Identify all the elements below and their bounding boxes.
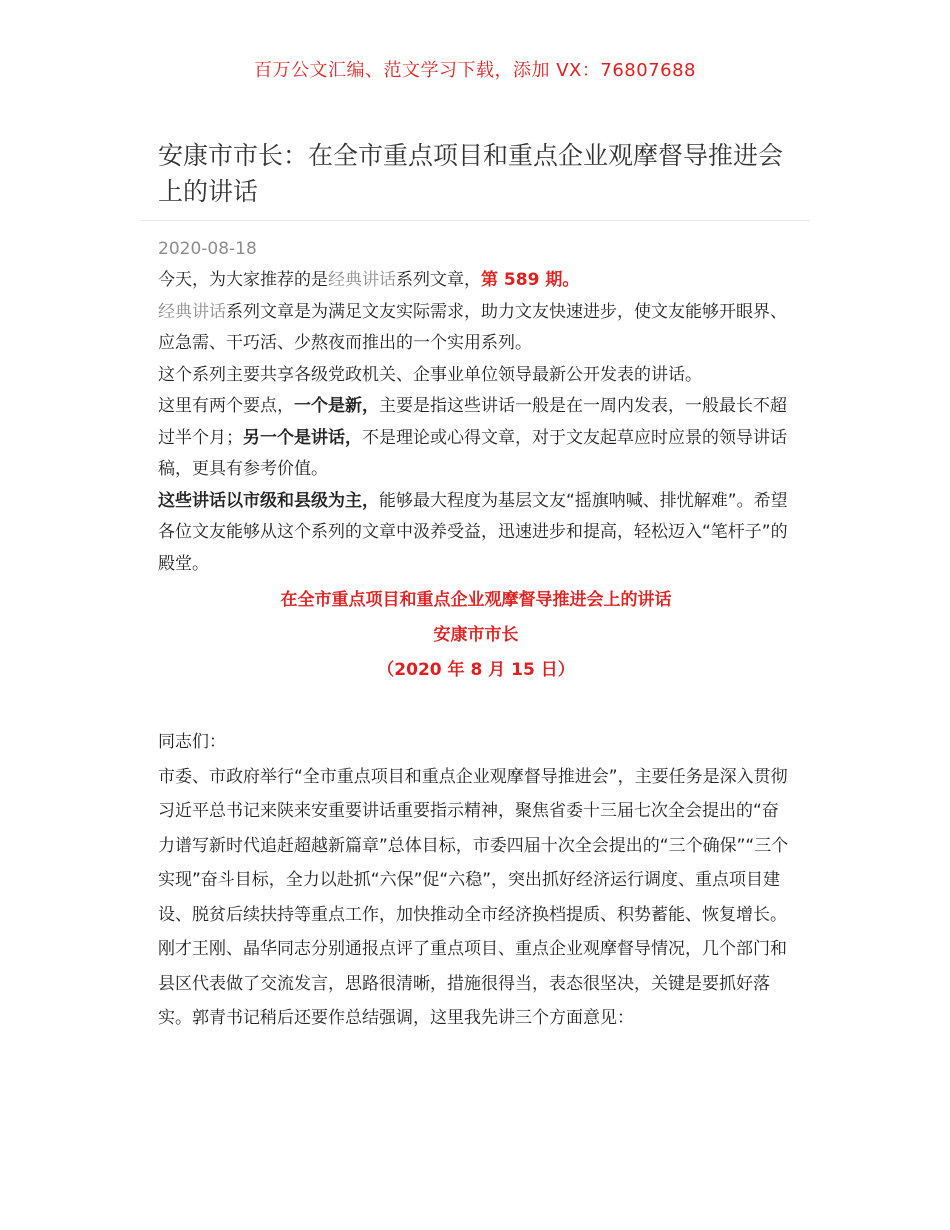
article-title: 安康市市长：在全市重点项目和重点企业观摩督导推进会上的讲话 [158, 141, 784, 206]
intro-paragraph-1 [158, 265, 794, 297]
intro-paragraph-2 [158, 297, 794, 360]
intro-paragraph-4 [158, 391, 794, 486]
intro-paragraph-3: 这个系列主要共享各级党政机关、企事业单位领导最新公开发表的讲话。 [158, 364, 702, 385]
intro-p2-series: 经典讲话 [158, 301, 226, 322]
intro-paragraph-5 [158, 486, 794, 581]
speech-salutation: 同志们： [158, 732, 226, 752]
intro-p5-bold: 这些讲话以市级和县级为主， [158, 490, 379, 511]
intro-p4-text-a: 这里有两个要点， [158, 396, 294, 416]
intro-p4-bold-1: 一个是新， [294, 396, 379, 416]
section-spacer [158, 688, 794, 725]
speech-paragraph-1: 市委、市政府举行“全市重点项目和重点企业观摩督导推进会”，主要任务是深入贯彻习近平总书记来陕来安重要讲话重要指示精神，聚焦省委十三届七次全会提出的“奋力谱写新时代追赶超越新篇章”总体目标，市委四届十次全会提出的“三个确保”“三个实现”奋斗目标，全力以赴抓“六保”促“六稳”，突出抓好经济运行调度、重点项目建设、脱贫后续扶持等重点工作，加快推动全市经济换档提质、积势蓄能、恢复增长。 [158, 766, 789, 925]
top-banner: 百万公文汇编、范文学习下载，添加 VX：76807688 [254, 60, 696, 81]
article-date: 2020-08-18 [158, 239, 257, 259]
speech-paragraph-2: 刚才王刚、晶华同志分别通报点评了重点项目、重点企业观摩督导情况，几个部门和县区代表做了交流发言，思路很清晰，措施很得当，表态很坚决，关键是要抓好落实。郭青书记稍后还要作总结强调，这里我先讲三个方面意见： [158, 939, 787, 1028]
speech-heading: 在全市重点项目和重点企业观摩督导推进会上的讲话 [280, 590, 672, 610]
title-divider [140, 220, 810, 221]
intro-p1-issue: 第 589 期。 [481, 270, 580, 290]
article-content [158, 265, 794, 1036]
intro-p4-text-c: 主要是指这些讲话一般是在一周内发表，一般最长不超过半个月； [158, 396, 787, 448]
intro-p5-text: 能够最大程度为基层文友“摇旗呐喊、排忧解难”。希望各位文友能够从这个系列的文章中汲养受益，迅速进步和提高，轻松迈入“笔杆子”的殿堂。 [158, 490, 788, 574]
intro-p1-series: 经典讲话 [328, 270, 396, 290]
speech-date: （2020 年 8 月 15 日） [377, 660, 575, 680]
intro-p4-bold-2: 另一个是讲话， [243, 427, 362, 448]
intro-p1-text-b: 系列文章， [396, 270, 481, 290]
intro-p4-text-d: 不是理论或心得文章，对于文友起草应时应景的领导讲话稿，更具有参考价值。 [158, 427, 787, 479]
intro-p2-text: 系列文章是为满足文友实际需求，助力文友快速进步，使文友能够开眼界、应急需、干巧活、少熬夜而推出的一个实用系列。 [158, 301, 787, 353]
intro-p1-text-a: 今天，为大家推荐的是 [158, 270, 328, 290]
speech-speaker: 安康市市长 [433, 625, 519, 645]
speech-body [158, 725, 794, 1036]
